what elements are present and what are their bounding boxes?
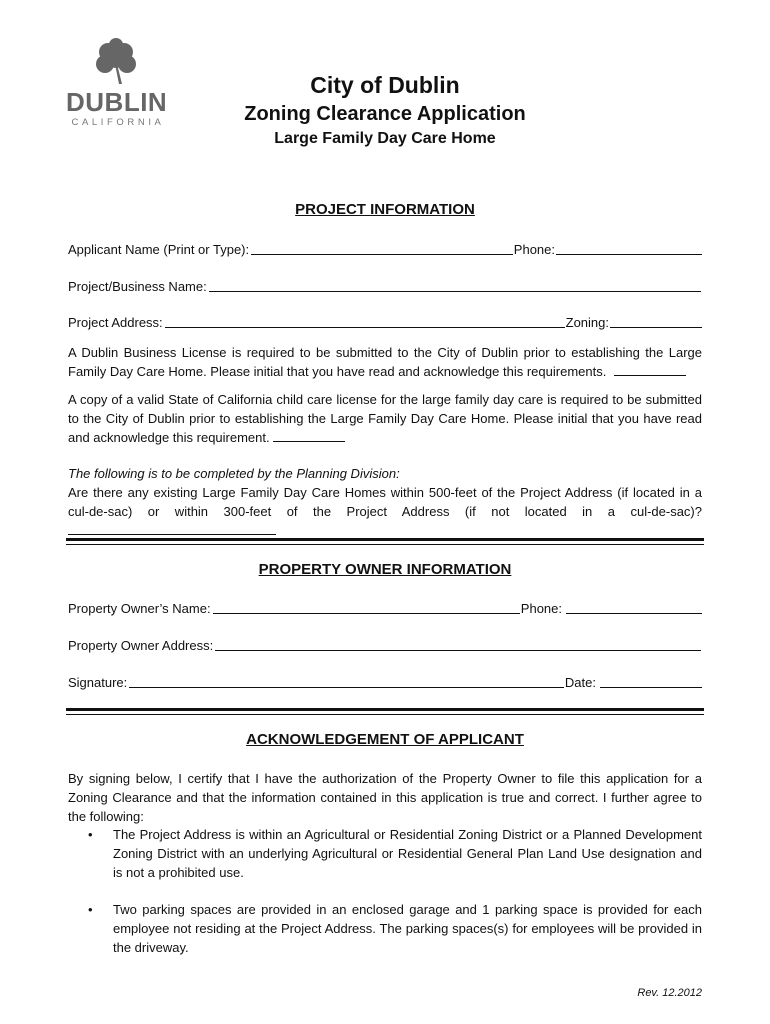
zoning-label: Zoning: <box>565 315 609 330</box>
applicant-row <box>68 239 702 257</box>
owner-name-row <box>68 598 702 616</box>
business-name-field[interactable] <box>209 277 701 292</box>
planning-note: The following is to be completed by the Planning Division: <box>68 466 400 481</box>
planning-answer-field[interactable] <box>68 521 276 535</box>
owner-name-label: Property Owner’s Name: <box>68 601 211 616</box>
applicant-phone-label: Phone: <box>513 242 555 257</box>
owner-info-heading: PROPERTY OWNER INFORMATION <box>258 561 512 578</box>
ack-heading: ACKNOWLEDGEMENT OF APPLICANT <box>246 731 524 748</box>
signature-field[interactable] <box>129 673 564 688</box>
signature-label: Signature: <box>68 675 128 690</box>
ack-intro: By signing below, I certify that I have the authorization of the Property Owner to file this application for a Zoning Clearance and that the information contained in this application is true and correct. I further agree to the following: <box>68 771 702 824</box>
address-row <box>68 312 702 330</box>
project-address-field[interactable] <box>165 313 565 328</box>
section-divider <box>66 538 704 545</box>
page-subtitle: Zoning Clearance Application <box>244 103 526 125</box>
license-initial-field[interactable] <box>614 362 686 376</box>
logo-subtitle: CALIFORNIA <box>71 117 165 128</box>
childcare-paragraph <box>68 390 702 447</box>
applicant-name-label: Applicant Name (Print or Type): <box>68 242 250 257</box>
owner-phone-label: Phone: <box>520 601 562 616</box>
logo-wordmark: DUBLIN <box>66 87 168 117</box>
date-field[interactable] <box>600 673 702 688</box>
childcare-initial-field[interactable] <box>273 428 345 442</box>
page-title: City of Dublin <box>310 72 460 98</box>
page-subsubtitle: Large Family Day Care Home <box>274 130 496 147</box>
owner-name-field[interactable] <box>213 599 520 614</box>
date-label: Date: <box>564 675 596 690</box>
business-name-label: Project/Business Name: <box>68 279 207 294</box>
signature-row <box>68 672 702 690</box>
ack-bullet-text: Two parking spaces are provided in an enclosed garage and 1 parking space is provided for each employee not residing at the Project Address. The parking spaces(s) for employees will be provided in the driveway. <box>113 902 702 955</box>
zoning-field[interactable] <box>610 313 702 328</box>
license-paragraph <box>68 343 702 381</box>
owner-address-label: Property Owner Address: <box>68 638 214 653</box>
ack-bullet: • Two parking spaces are provided in an enclosed garage and 1 parking space is provided for each employee not residing at the Project Address. The parking spaces(s) for employees will be provided in the driveway. <box>88 902 702 955</box>
license-text: A Dublin Business License is required to be submitted to the City of Dublin prior to establishing the Large Family Day Care Home. Please initial that you have read and acknowledge this requirements. <box>68 345 702 379</box>
applicant-phone-field[interactable] <box>556 240 702 255</box>
owner-address-field[interactable] <box>215 636 701 651</box>
revision-label: Rev. 12.2012 <box>637 987 702 999</box>
ack-bullet-text: The Project Address is within an Agricultural or Residential Zoning District or a Planned Development Zoning District with an underlying Agricultural or Residential General Plan Land Use designation and is not a prohibited use. <box>113 827 702 880</box>
ack-bullet: • The Project Address is within an Agricultural or Residential Zoning District or a Planned Development Zoning District with an underlying Agricultural or Residential General Plan Land Use designation and is not a prohibited use. <box>88 827 702 880</box>
section-divider <box>66 708 704 715</box>
project-info-heading: PROJECT INFORMATION <box>295 201 475 218</box>
owner-address-row <box>68 635 702 653</box>
planning-question: Are there any existing Large Family Day Care Homes within 500-feet of the Project Address (if located in a cul-de-sac) or within 300-feet of the Project Address (if not located in a cul-de-sac)? <box>68 485 702 519</box>
project-address-label: Project Address: <box>68 315 163 330</box>
owner-phone-field[interactable] <box>566 599 702 614</box>
business-row <box>68 276 702 294</box>
planning-paragraph <box>68 464 702 540</box>
applicant-name-field[interactable] <box>251 240 513 255</box>
childcare-text: A copy of a valid State of California child care license for the large family day care is required to be submitted to the City of Dublin prior to establishing the Large Family Day Care Home. Please initial that you have read and acknowledge this requirement. <box>68 392 702 445</box>
